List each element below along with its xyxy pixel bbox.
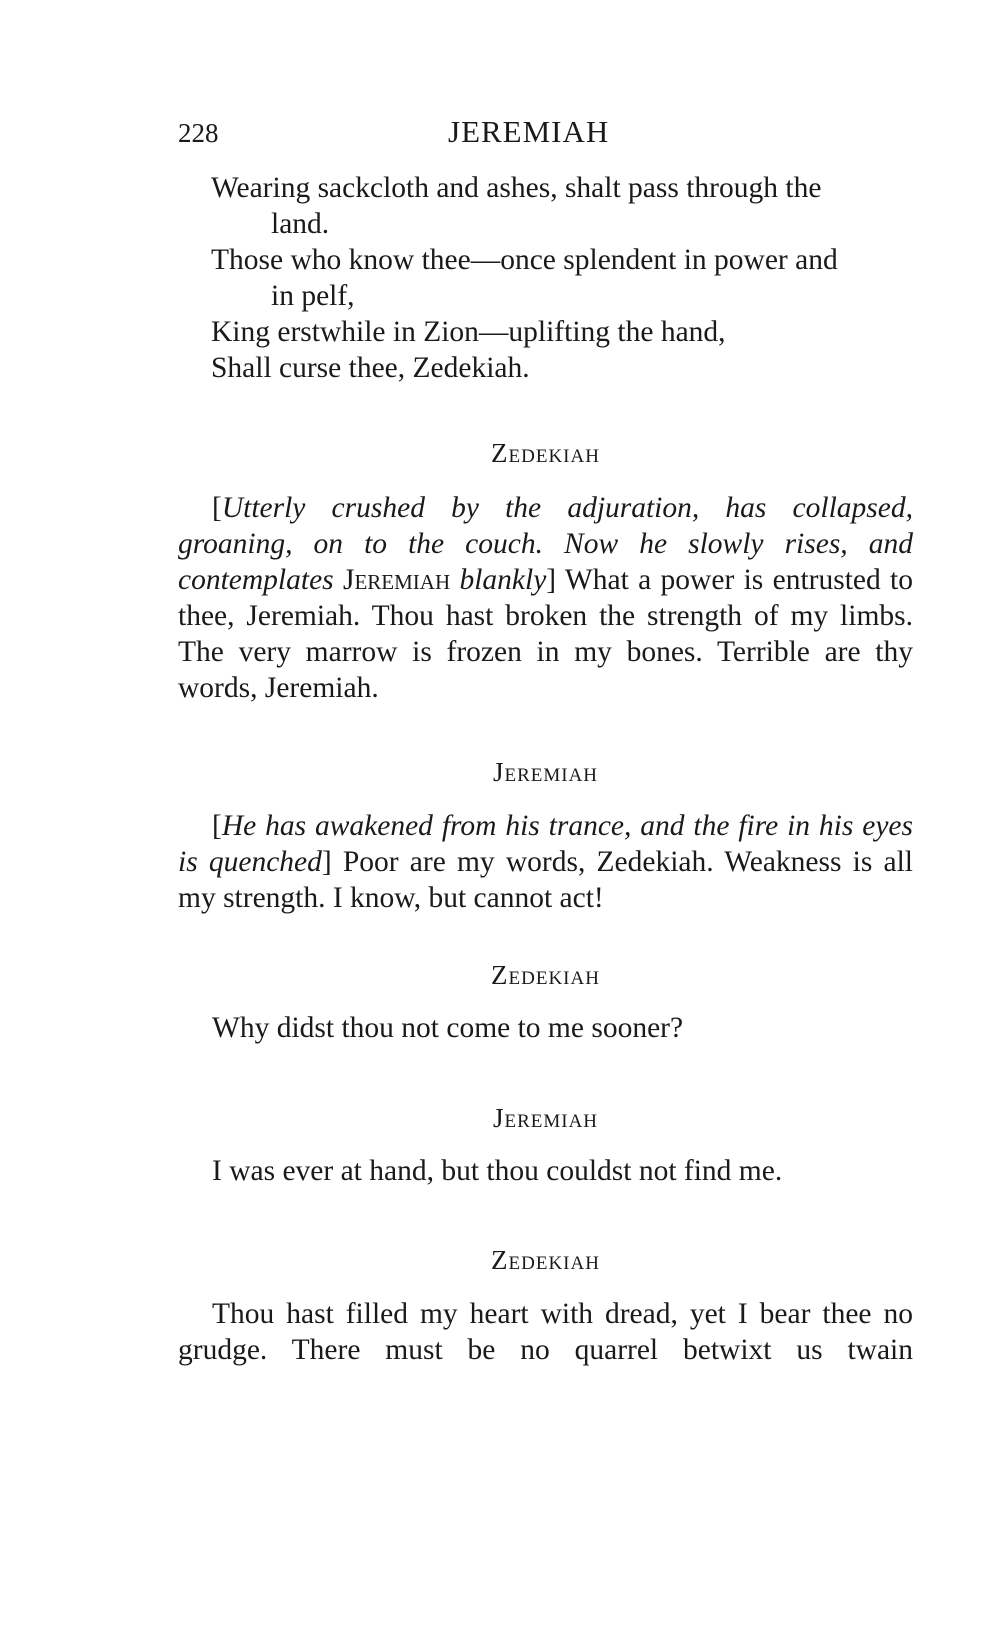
speaker-heading: Zedekiah xyxy=(491,438,600,468)
speech-text: Poor are my words, Zedekiah. Weakness is all my strength. I know, but cannot act! xyxy=(178,846,913,914)
speech-text: Why didst thou not come to me sooner? xyxy=(212,1012,684,1044)
speech-paragraph xyxy=(178,1296,913,1368)
stage-direction: [Utterly crushed by the adjuration, has collapsed, groaning, on to the couch. Now he slowly rises, and contemplates Jeremiah blankly] xyxy=(178,492,913,596)
verse-line: Shall curse thee, Zedekiah. xyxy=(211,352,530,384)
running-head xyxy=(178,114,908,154)
speech-text: I was ever at hand, but thou couldst not find me. xyxy=(212,1155,783,1187)
verse-line: King erstwhile in Zion—uplifting the hand, xyxy=(211,316,726,348)
verse-line: Those who know thee—once splendent in power and in pelf, xyxy=(211,244,838,312)
verse-line: Wearing sackcloth and ashes, shalt pass through the land. xyxy=(211,172,822,240)
speaker-heading: Jeremiah xyxy=(492,1103,599,1133)
speaker-heading: Zedekiah xyxy=(491,1245,600,1275)
speech-paragraph xyxy=(178,1010,913,1046)
speaker-heading: Jeremiah xyxy=(492,757,599,787)
speech-text: What a power is entrusted to thee, Jeremiah. Thou hast broken the strength of my limbs. The very marrow is frozen in my bones. Terrible are thy words, Jeremiah. xyxy=(178,564,914,704)
verse-stanza xyxy=(211,170,916,386)
speech-text: Thou hast filled my heart with dread, yet I bear thee no grudge. There must be no quarrel betwixt us twain xyxy=(178,1298,913,1366)
speech-paragraph xyxy=(178,808,913,916)
running-title: JEREMIAH xyxy=(448,114,610,149)
speaker-heading: Zedekiah xyxy=(491,960,600,990)
speech-paragraph xyxy=(178,1153,913,1189)
speech-paragraph xyxy=(178,490,913,706)
stage-direction: [He has awakened from his trance, and the fire in his eyes is quenched] xyxy=(178,810,913,878)
page-number: 228 xyxy=(178,118,219,148)
